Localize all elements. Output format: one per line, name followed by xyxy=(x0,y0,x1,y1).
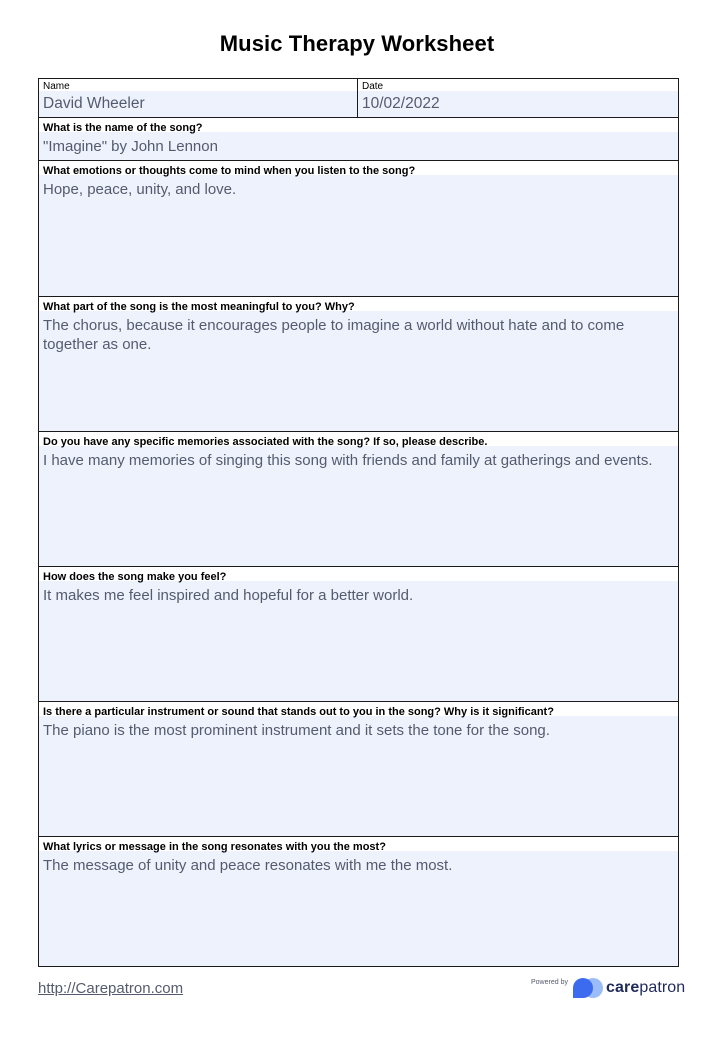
question-meaningful-part xyxy=(39,297,678,432)
question-label: How does the song make you feel? xyxy=(43,571,227,583)
question-label: What is the name of the song? xyxy=(43,122,203,134)
answer-text[interactable]: It makes me feel inspired and hopeful for a better world. xyxy=(43,587,414,604)
question-memories xyxy=(39,432,678,567)
answer-text[interactable]: The piano is the most prominent instrument and it sets the tone for the song. xyxy=(43,722,550,739)
name-cell xyxy=(39,79,358,117)
answer-text[interactable]: "Imagine" by John Lennon xyxy=(43,138,218,155)
question-feelings xyxy=(39,567,678,702)
worksheet-form xyxy=(38,78,679,967)
name-label: Name xyxy=(43,81,70,92)
question-instrument xyxy=(39,702,678,837)
date-label: Date xyxy=(362,81,384,92)
carepatron-brand xyxy=(606,979,685,997)
brand-rest: patron xyxy=(639,979,686,996)
question-label: Do you have any specific memories associated with the song? If so, please describe. xyxy=(43,436,488,448)
powered-by-label: Powered by xyxy=(531,979,568,986)
question-label: What emotions or thoughts come to mind when you listen to the song? xyxy=(43,165,416,177)
page-title: Music Therapy Worksheet xyxy=(219,31,495,56)
answer-text[interactable]: I have many memories of singing this song with friends and family at gatherings and events. xyxy=(43,452,653,469)
question-label: What lyrics or message in the song resonates with you the most? xyxy=(43,841,386,853)
question-song-name xyxy=(39,118,678,161)
carepatron-link[interactable]: http://Carepatron.com xyxy=(38,980,184,997)
date-cell xyxy=(358,79,678,117)
question-lyrics xyxy=(39,837,678,966)
carepatron-logo-icon xyxy=(572,977,604,999)
answer-text[interactable]: Hope, peace, unity, and love. xyxy=(43,181,237,198)
name-value[interactable]: David Wheeler xyxy=(43,95,145,112)
question-label: Is there a particular instrument or sound that stands out to you in the song? Why is it significant? xyxy=(43,706,554,718)
question-emotions xyxy=(39,161,678,297)
header-row xyxy=(39,79,678,118)
brand-bold: care xyxy=(606,979,640,996)
answer-text[interactable]: The message of unity and peace resonates with me the most. xyxy=(43,857,453,874)
answer-text[interactable]: The chorus, because it encourages people to imagine a world without hate and to come together as one. xyxy=(43,317,625,353)
question-label: What part of the song is the most meaningful to you? Why? xyxy=(43,301,355,313)
date-value[interactable]: 10/02/2022 xyxy=(362,95,440,112)
